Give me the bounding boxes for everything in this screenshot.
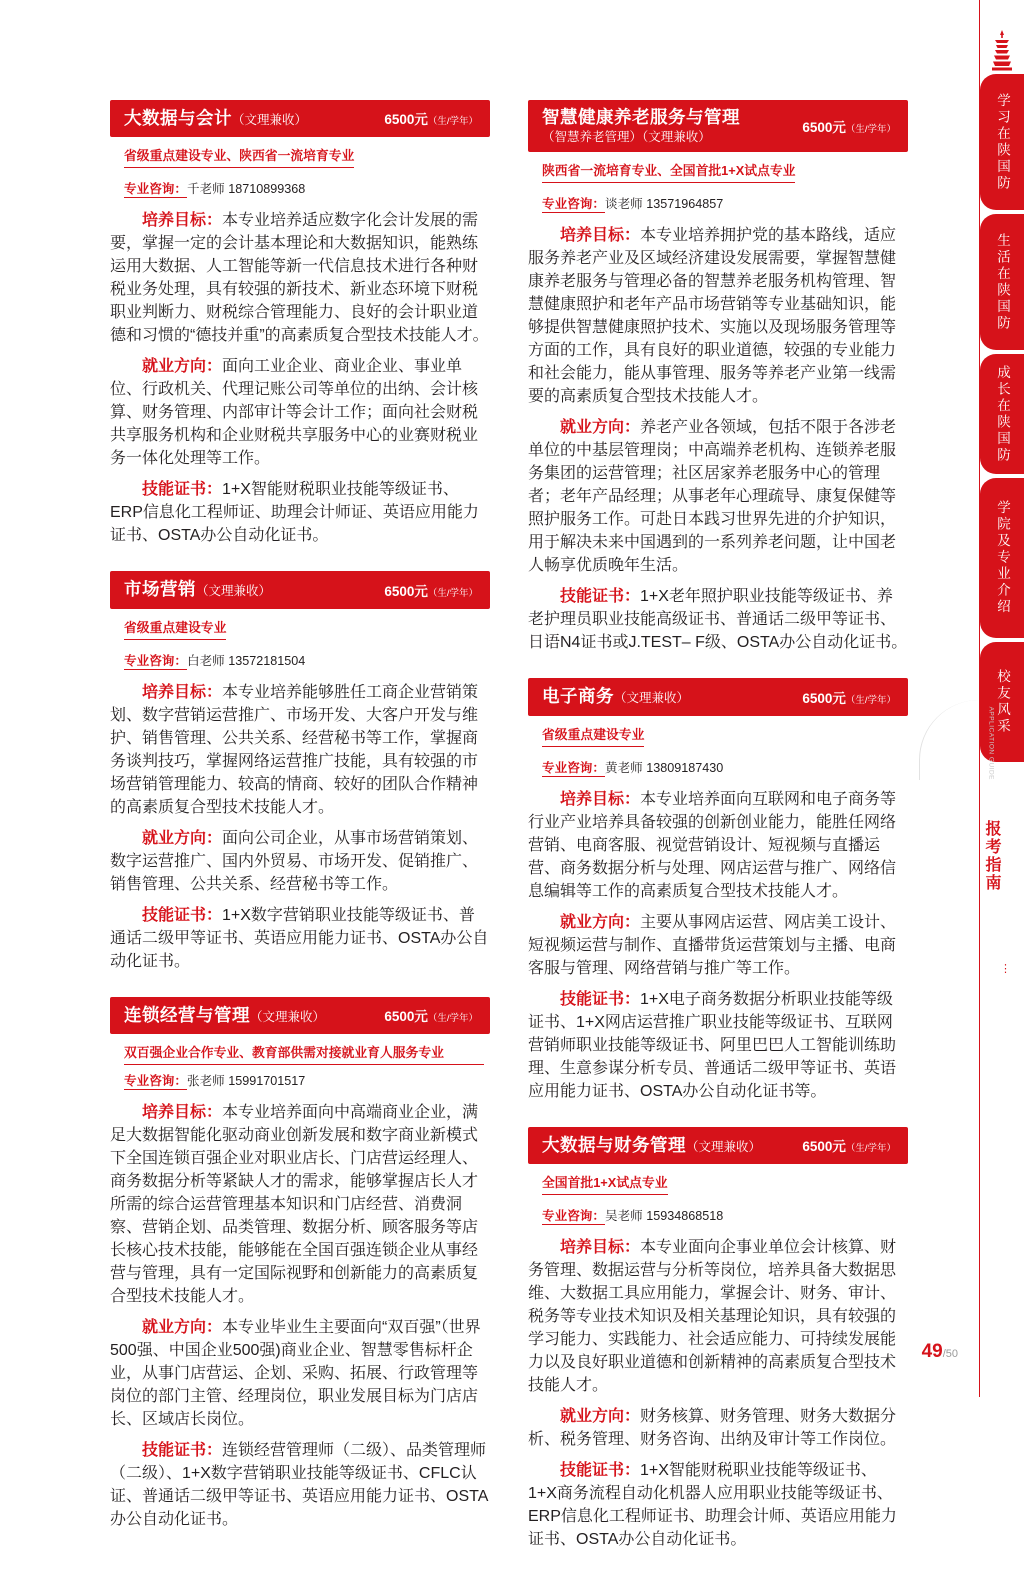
program-contact xyxy=(542,1206,908,1226)
program-goal xyxy=(528,1234,908,1395)
program-name: 大数据与会计（文理兼收） xyxy=(124,108,308,128)
program-cert xyxy=(110,476,490,545)
page-number-total: /50 xyxy=(942,1348,958,1360)
goal-text: 本专业面向企事业单位会计核算、财务管理、数据运营与分析等岗位，培养具备大数据思维、大数据工具应用能力，掌握会计、财务、审计、税务等专业技术知识及相关基理论知识，具有较强的学习能力、实践能力、社会适应能力、可持续发展能力以及良好职业道德和创新精神的高素质复合型技术技能人才。 xyxy=(528,1239,897,1395)
program-title-group xyxy=(124,578,271,600)
program-header xyxy=(528,1127,908,1164)
right-column xyxy=(528,100,908,1575)
career-label: 就业方向： xyxy=(142,358,223,376)
program-tagline: 双百强企业合作专业、教育部供需对接就业育人服务专业 xyxy=(124,1044,484,1065)
program-title-group xyxy=(124,1004,325,1026)
program-name: 连锁经营与管理（文理兼收） xyxy=(124,1004,326,1025)
program-goal xyxy=(528,786,908,901)
contact-value: 谈老师 13571964857 xyxy=(604,197,724,212)
program-name: 大数据与财务管理（文理兼收） xyxy=(542,1134,762,1155)
contact-label: 专业咨询： xyxy=(124,182,187,197)
program-fee: 6500元（生/学年） xyxy=(802,690,896,706)
program-goal xyxy=(110,1099,490,1306)
sidebar-tab-english-label: APPLICATION GUIDE xyxy=(987,706,994,780)
program-cert xyxy=(110,902,490,971)
cert-text: 1+X电子商务数据分析职业技能等级证书、1+X网店运营推广职业技能等级证书、互联网营销师职业技能等级证书、阿里巴巴人工智能训练助理、生意参谋分析专员、普通话二级甲等证书、英语应用能力证书、OSTA办公自动化证书等。 xyxy=(528,990,897,1100)
cert-text: 1+X智能财税职业技能等级证书、 1+X商务流程自动化机器人应用职业技能等级证书、ERP信息化工程师证书、助理会计师、英语应用能力证书、OSTA办公自动化证书。 xyxy=(528,1462,897,1549)
program-cert xyxy=(528,986,908,1101)
program-cert xyxy=(110,1437,490,1529)
cert-label: 技能证书： xyxy=(142,906,223,924)
program-block xyxy=(528,1127,908,1549)
program-tagline: 省级重点建设专业、陕西省一流培育专业 xyxy=(124,147,354,168)
sidebar-tab-label: 报考指南 xyxy=(983,820,1000,892)
program-name-suffix: （文理兼收） xyxy=(614,691,690,706)
cert-label: 技能证书： xyxy=(560,1462,641,1480)
sidebar-tab-life[interactable]: 生活在陕国防 xyxy=(980,214,1024,350)
cert-text: 1+X数字营销职业技能等级证书、普通话二级甲等证书、英语应用能力证书、OSTA办公自动化证书。 xyxy=(110,906,489,970)
program-name-suffix: （文理兼收） xyxy=(196,584,272,599)
cert-label: 技能证书： xyxy=(142,481,223,499)
sidebar-tab-application-guide[interactable] xyxy=(980,706,1024,960)
fee-unit: （生/学年） xyxy=(427,116,478,128)
left-column xyxy=(110,100,490,1555)
program-career xyxy=(110,1314,490,1429)
program-name: 市场营销（文理兼收） xyxy=(124,579,272,600)
program-block xyxy=(528,100,908,652)
program-career xyxy=(528,909,908,978)
fee-unit: （生/学年） xyxy=(845,694,896,706)
career-label: 就业方向： xyxy=(560,913,641,931)
sidebar xyxy=(978,0,1024,1397)
sidebar-tab-majors[interactable]: 学院及专业介绍 xyxy=(980,478,1024,638)
program-block xyxy=(110,100,490,545)
program-career xyxy=(528,414,908,575)
cert-label: 技能证书： xyxy=(560,588,641,606)
fee-unit: （生/学年） xyxy=(427,587,478,599)
career-text: 养老产业各领域，包括不限于各涉老单位的中基层管理岗；中高端养老机构、连锁养老服务集团的运营管理；社区居家养老服务中心的管理者；老年产品经理；从事老年心理疏导、康复保健等照护服务工作。可赴日本践习世界先进的介护知识，用于解决未来中国遇到的一系列养老问题，让中国老人畅享优质晚年生活。 xyxy=(528,419,897,575)
career-text: 面向工业企业、商业企业、事业单位、行政机关、代理记账公司等单位的出纳、会计核算、财务管理、内部审计等会计工作；面向社会财税共享服务机构和企业财税共享服务中心的业赛财税业务一体化处理等工作。 xyxy=(110,358,479,468)
program-goal xyxy=(110,207,490,345)
goal-label: 培养目标： xyxy=(560,227,641,245)
goal-label: 培养目标： xyxy=(142,683,223,701)
contact-value: 黄老师 13809187430 xyxy=(604,760,724,775)
program-fee: 6500元（生/学年） xyxy=(384,112,478,128)
program-title-group xyxy=(542,1134,761,1156)
program-block xyxy=(110,997,490,1529)
cert-text: 1+X智能财税职业技能等级证书、ERP信息化工程师证、助理会计师证、英语应用能力证书、OSTA办公自动化证书。 xyxy=(110,481,479,545)
program-name: 智慧健康养老服务与管理 xyxy=(542,107,740,127)
program-name-suffix: （文理兼收） xyxy=(686,1139,762,1154)
program-tagline: 省级重点建设专业 xyxy=(124,619,226,640)
sidebar-arc-decoration xyxy=(919,700,980,780)
contact-label: 专业咨询： xyxy=(542,1209,605,1224)
contact-label: 专业咨询： xyxy=(124,1074,187,1089)
goal-label: 培养目标： xyxy=(142,1104,223,1122)
fee-unit: （生/学年） xyxy=(427,1013,478,1025)
goal-text: 本专业培养适应数字化会计发展的需要，掌握一定的会计基本理论和大数据知识，能熟练运用大数据、人工智能等新一代信息技术进行各种财税业务处理，具有较强的新技术、新业态环境下财税职业判断力、财税综合管理能力、良好的会计职业道德和习惯的“德技并重”的高素质复合型技术技能人才。 xyxy=(110,212,489,345)
cert-text: 1+X老年照护职业技能等级证书、养老护理员职业技能高级证书、普通话二级甲等证书、日语N4证书或J.TEST– F级、OSTA办公自动化证书。 xyxy=(528,588,908,652)
program-header xyxy=(528,100,908,152)
pagoda-logo-icon xyxy=(980,30,1024,76)
program-career xyxy=(528,1403,908,1449)
contact-value: 张老师 15991701517 xyxy=(186,1074,306,1089)
sidebar-tab-growth[interactable]: 成长在陕国防 xyxy=(980,354,1024,474)
goal-text: 本专业培养能够胜任工商企业营销策划、数字营销运营推广、市场开发、大客户开发与维护、销售管理、公共关系、经营秘书等工作，掌握商务谈判技巧，掌握网络运营推广技能，具有较强的市场营销管理能力、较高的情商、较好的团队合作精神的高素质复合型技术技能人才。 xyxy=(110,683,479,816)
page-number xyxy=(922,1341,958,1363)
cert-label: 技能证书： xyxy=(142,1442,223,1460)
program-fee: 6500元（生/学年） xyxy=(802,119,896,135)
program-contact xyxy=(124,651,490,671)
program-name-suffix: （文理兼收） xyxy=(250,1009,326,1024)
program-title-group xyxy=(542,106,740,145)
program-contact xyxy=(124,179,490,199)
program-header xyxy=(110,100,490,137)
program-goal xyxy=(110,679,490,817)
contact-label: 专业咨询： xyxy=(542,760,605,775)
program-tagline: 陕西省一流培育专业、全国首批1+X试点专业 xyxy=(542,162,795,183)
program-goal xyxy=(528,222,908,406)
program-contact xyxy=(124,1071,490,1091)
program-header xyxy=(110,571,490,608)
sidebar-tab-study[interactable]: 学习在陕国防 xyxy=(980,74,1024,210)
goal-text: 本专业培养拥护党的基本路线，适应服务养老产业及区域经济建设发展需要，掌握智慧健康养老服务与管理必备的智慧养老服务机构管理、智慧健康照护和老年产品市场营销等专业基础知识，能够提供智慧健康照护技术、实施以及现场服务管理等方面的工作，具有良好的职业道德，较强的专业能力和社会能力，能从事管理、服务等养老产业第一线需要的高素质复合型技术技能人才。 xyxy=(528,227,897,406)
sidebar-dots-icon: ⋮ xyxy=(1000,963,1011,975)
program-header xyxy=(528,678,908,715)
program-title-group xyxy=(542,685,689,707)
goal-label: 培养目标： xyxy=(560,1239,641,1257)
program-cert xyxy=(528,583,908,652)
program-contact xyxy=(542,758,908,778)
goal-label: 培养目标： xyxy=(142,212,223,230)
career-label: 就业方向： xyxy=(142,1319,223,1337)
program-subtitle: （智慧养老管理）（文理兼收） xyxy=(542,130,711,145)
program-tagline: 全国首批1+X试点专业 xyxy=(542,1174,668,1195)
career-label: 就业方向： xyxy=(142,829,223,847)
career-text: 面向公司企业，从事市场营销策划、数字运营推广、国内外贸易、市场开发、促销推广、销售管理、公共关系、经营秘书等工作。 xyxy=(110,829,479,893)
program-career xyxy=(110,353,490,468)
program-tagline: 省级重点建设专业 xyxy=(542,726,644,747)
goal-text: 本专业培养面向互联网和电子商务等行业产业培养具备较强的创新创业能力，能胜任网络营销、电商客服、视觉营销设计、短视频与直播运营、商务数据分析与处理、网店运营与推广、网络信息编辑等工作的高素质复合型技术技能人才。 xyxy=(528,790,897,900)
contact-value: 吴老师 15934868518 xyxy=(604,1209,724,1224)
sidebar-tab-alumni[interactable]: 校友风采 xyxy=(980,642,1024,762)
program-career xyxy=(110,825,490,894)
program-fee: 6500元（生/学年） xyxy=(384,1009,478,1025)
program-fee: 6500元（生/学年） xyxy=(802,1139,896,1155)
contact-label: 专业咨询： xyxy=(542,197,605,212)
program-fee: 6500元（生/学年） xyxy=(384,583,478,599)
program-block xyxy=(528,678,908,1100)
fee-unit: （生/学年） xyxy=(845,1143,896,1155)
page-number-current: 49 xyxy=(921,1341,943,1362)
program-title-group xyxy=(124,107,307,129)
program-block xyxy=(110,571,490,970)
cert-text: 连锁经营管理师（二级）、品类管理师（二级）、1+X数字营销职业技能等级证书、CFLC认证、普通话二级甲等证书、英语应用能力证书、OSTA办公自动化证书。 xyxy=(110,1442,489,1529)
career-text: 本专业毕业生主要面向“双百强”（世界500强、中国企业500强)商业企业、智慧零售标杆企业，从事门店营运、企划、采购、拓展、行政管理等岗位的部门主管、经理岗位，职业发展目标为门店店长、区域店长岗位。 xyxy=(110,1319,481,1429)
career-label: 就业方向： xyxy=(560,1408,641,1426)
fee-unit: （生/学年） xyxy=(845,123,896,135)
program-contact xyxy=(542,194,908,214)
career-label: 就业方向： xyxy=(560,419,641,437)
program-cert xyxy=(528,1457,908,1549)
contact-value: 千老师 18710899368 xyxy=(186,182,306,197)
cert-label: 技能证书： xyxy=(560,990,641,1008)
career-text: 主要从事网店运营、网店美工设计、短视频运营与制作、直播带货运营策划与主播、电商客服与管理、网络营销与推广等工作。 xyxy=(528,913,897,977)
goal-text: 本专业培养面向中高端商业企业，满足大数据智能化驱动商业创新发展和数字商业新模式下全国连锁百强企业对职业店长、门店营运经理人、商务数据分析等紧缺人才的需求，能够掌握店长人才所需的综合运营管理基本知识和门店经营、消费洞察、营销企划、品类管理、数据分析、顾客服务等店长核心技术技能，能够能在全国百强连锁企业从事经营与管理，具有一定国际视野和创新能力的高素质复合型技术技能人才。 xyxy=(110,1104,479,1306)
career-text: 财务核算、财务管理、财务大数据分析、税务管理、财务咨询、出纳及审计等工作岗位。 xyxy=(528,1408,897,1449)
program-name-suffix: （文理兼收） xyxy=(232,113,308,127)
goal-label: 培养目标： xyxy=(560,790,641,808)
contact-value: 白老师 13572181504 xyxy=(186,653,306,668)
program-header xyxy=(110,997,490,1034)
program-name: 电子商务（文理兼收） xyxy=(542,686,690,707)
contact-label: 专业咨询： xyxy=(124,653,187,668)
